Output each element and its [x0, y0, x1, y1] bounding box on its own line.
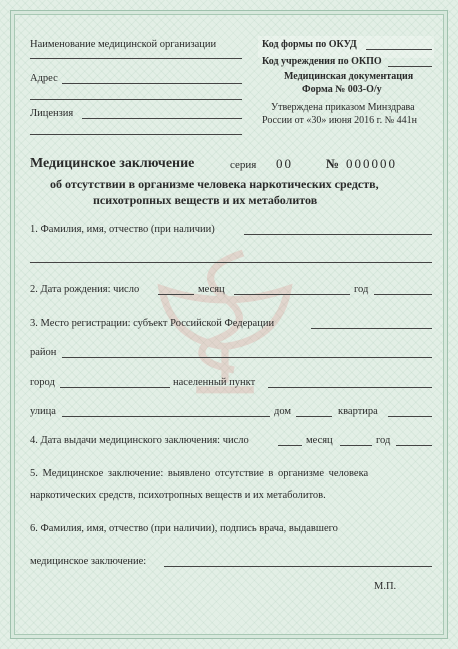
series-label: серия [230, 159, 257, 171]
fio-line-2[interactable] [30, 262, 432, 263]
okud-line[interactable] [366, 49, 432, 50]
number-label: № [326, 156, 340, 171]
license-label: Лицензия [30, 108, 74, 119]
issue-year-label: год [376, 435, 391, 446]
fio-line[interactable] [244, 234, 432, 235]
field-6-doctor-label: 6. Фамилия, имя, отчество (при наличии), подпись врача, выдавшего [30, 523, 338, 534]
okpo-label: Код учреждения по ОКПО [262, 56, 382, 67]
district-line[interactable] [62, 357, 432, 358]
issue-day-line[interactable] [278, 445, 302, 446]
city-line[interactable] [60, 387, 170, 388]
issue-year-line[interactable] [396, 445, 432, 446]
region-line[interactable] [311, 328, 432, 329]
field-5-conclusion-line-2: наркотических средств, психотропных веществ и их метаболитов. [30, 490, 326, 501]
house-label: дом [274, 406, 292, 417]
title-main: Медицинское заключение [30, 156, 195, 171]
field-3-registration-label: 3. Место регистрации: субъект Российской Федерации [30, 318, 275, 329]
birth-month-label: месяц [198, 284, 225, 295]
field-6-doctor-label-2: медицинское заключение: [30, 556, 147, 567]
field-5-conclusion-line-1: 5. Медицинское заключение: выявлено отсутствие в организме человека [30, 468, 369, 479]
title-line-3: психотропных веществ и их метаболитов [93, 193, 318, 207]
birth-month-line[interactable] [234, 294, 350, 295]
apartment-label: квартира [338, 406, 378, 417]
birth-year-line[interactable] [374, 294, 432, 295]
birth-year-label: год [354, 284, 369, 295]
field-1-fio-label: 1. Фамилия, имя, отчество (при наличии) [30, 224, 215, 235]
city-label: город [30, 377, 55, 388]
house-line[interactable] [296, 416, 332, 417]
address-line[interactable] [62, 83, 242, 84]
field-4-issue-date-label: 4. Дата выдачи медицинского заключения: число [30, 435, 249, 446]
series-value: 00 [276, 156, 293, 171]
number-value: 000000 [346, 156, 397, 171]
issue-month-line[interactable] [340, 445, 372, 446]
stamp-label: М.П. [374, 581, 397, 592]
address-line-2[interactable] [30, 99, 242, 100]
okud-label: Код формы по ОКУД [262, 39, 357, 50]
approved-line-2: России от «30» июня 2016 г. № 441н [262, 115, 418, 126]
org-name-label: Наименование медицинской организации [30, 39, 217, 50]
field-2-birthdate-label: 2. Дата рождения: число [30, 284, 140, 295]
issue-month-label: месяц [306, 435, 333, 446]
form-number: Форма № 003-О/у [302, 84, 382, 95]
birth-day-line[interactable] [158, 294, 194, 295]
doc-type: Медицинская документация [284, 71, 414, 82]
org-name-line[interactable] [30, 58, 242, 59]
title-line-2: об отсутствии в организме человека наркотических средств, [50, 177, 379, 191]
settlement-label: населенный пункт [173, 377, 256, 388]
district-label: район [30, 347, 57, 358]
street-line[interactable] [62, 416, 270, 417]
settlement-line[interactable] [268, 387, 432, 388]
license-line-2[interactable] [30, 134, 242, 135]
apartment-line[interactable] [388, 416, 432, 417]
street-label: улица [30, 406, 56, 417]
approved-line-1: Утверждена приказом Минздрава [271, 102, 415, 113]
license-line[interactable] [82, 118, 242, 119]
address-label: Адрес [30, 73, 58, 84]
doctor-signature-line[interactable] [164, 566, 432, 567]
okpo-line[interactable] [388, 66, 432, 67]
